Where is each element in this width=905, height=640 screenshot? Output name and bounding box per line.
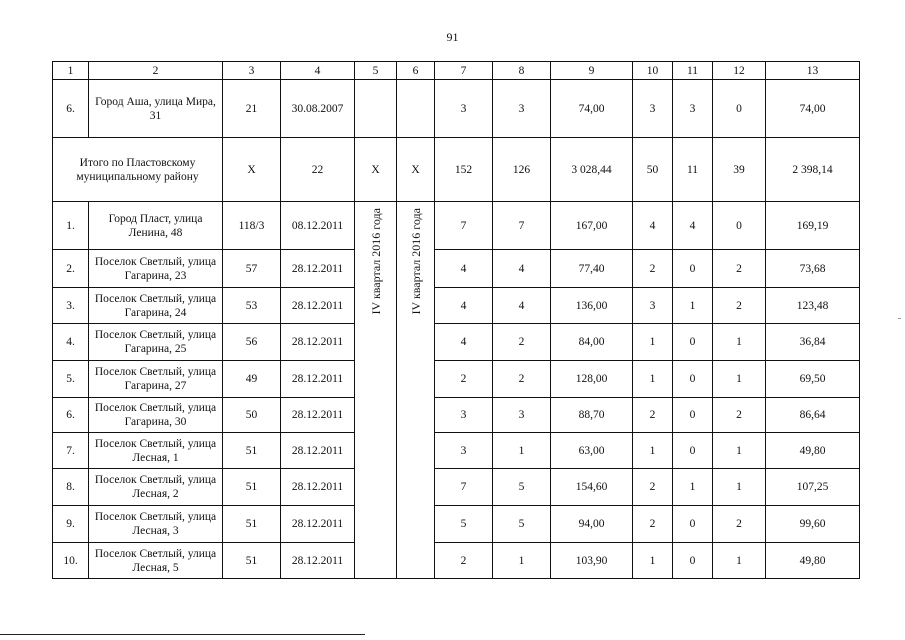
cell-col9: 88,70 (551, 398, 633, 433)
row-number: 2. (53, 250, 89, 288)
cell-col3: 51 (223, 469, 281, 506)
table-row (53, 433, 860, 469)
header-cell: 5 (355, 62, 397, 80)
row-address: Поселок Светлый, улица Гагарина, 25 (89, 324, 223, 361)
cell-col9: 63,00 (551, 433, 633, 469)
cell-col8: 2 (493, 361, 551, 398)
cell-col11: 0 (673, 506, 713, 543)
cell-col10: 50 (633, 138, 673, 202)
cell-col10: 1 (633, 361, 673, 398)
cell-col8: 3 (493, 80, 551, 138)
cell-col8: 5 (493, 469, 551, 506)
cell-col12: 1 (713, 469, 766, 506)
cell-col11: 0 (673, 324, 713, 361)
cell-col9: 128,00 (551, 361, 633, 398)
cell-col13: 99,60 (766, 506, 860, 543)
cell-col3: 50 (223, 398, 281, 433)
cell-col7: 3 (435, 433, 493, 469)
quarter-text-col6: IV квартал 2016 года (408, 208, 423, 315)
header-cell: 4 (281, 62, 355, 80)
cell-col7: 2 (435, 361, 493, 398)
cell-col10: 2 (633, 469, 673, 506)
table-row (53, 506, 860, 543)
cell-col12: 0 (713, 80, 766, 138)
table-row (53, 324, 860, 361)
row-number: 6. (53, 398, 89, 433)
cell-col3: 57 (223, 250, 281, 288)
cell-col3: 118/3 (223, 202, 281, 250)
row-address: Поселок Светлый, улица Гагарина, 30 (89, 398, 223, 433)
cell-col13: 73,68 (766, 250, 860, 288)
header-cell: 8 (493, 62, 551, 80)
cell-col4: 28.12.2011 (281, 324, 355, 361)
cell-col3: 49 (223, 361, 281, 398)
header-cell: 10 (633, 62, 673, 80)
row-address: Город Пласт, улица Ленина, 48 (89, 202, 223, 250)
cell-col9: 3 028,44 (551, 138, 633, 202)
cell-col11: 4 (673, 202, 713, 250)
cell-col8: 3 (493, 398, 551, 433)
row-address: Город Аша, улица Мира, 31 (89, 80, 223, 138)
cell-col9: 94,00 (551, 506, 633, 543)
cell-col11: 0 (673, 361, 713, 398)
cell-col4: 28.12.2011 (281, 506, 355, 543)
cell-col7: 152 (435, 138, 493, 202)
cell-col11: 0 (673, 250, 713, 288)
cell-col3: 53 (223, 288, 281, 324)
merged-col5 (355, 202, 397, 579)
row-number: 6. (53, 80, 89, 138)
row-number: 3. (53, 288, 89, 324)
row-number: 10. (53, 543, 89, 579)
cell-col11: 0 (673, 543, 713, 579)
row-address: Поселок Светлый, улица Лесная, 2 (89, 469, 223, 506)
table-row (53, 543, 860, 579)
cell-col9: 84,00 (551, 324, 633, 361)
footnote-rule (0, 634, 365, 635)
cell-col7: 7 (435, 202, 493, 250)
cell-col3: 56 (223, 324, 281, 361)
cell-col11: 3 (673, 80, 713, 138)
cell-col11: 1 (673, 288, 713, 324)
cell-col8: 2 (493, 324, 551, 361)
header-cell: 9 (551, 62, 633, 80)
cell-col9: 136,00 (551, 288, 633, 324)
quarter-text-col5: IV квартал 2016 года (368, 208, 383, 315)
header-cell: 3 (223, 62, 281, 80)
cell-col9: 74,00 (551, 80, 633, 138)
table-row (53, 288, 860, 324)
cell-col4: 28.12.2011 (281, 398, 355, 433)
cell-col10: 1 (633, 324, 673, 361)
cell-col8: 1 (493, 433, 551, 469)
cell-col13: 2 398,14 (766, 138, 860, 202)
cell-col10: 4 (633, 202, 673, 250)
cell-col8: 7 (493, 202, 551, 250)
table-row (53, 361, 860, 398)
cell-col6 (397, 80, 435, 138)
cell-col8: 126 (493, 138, 551, 202)
cell-col11: 0 (673, 398, 713, 433)
cell-col12: 2 (713, 398, 766, 433)
row-address: Поселок Светлый, улица Лесная, 5 (89, 543, 223, 579)
header-cell: 11 (673, 62, 713, 80)
scan-mark (898, 318, 901, 319)
cell-col4: 28.12.2011 (281, 250, 355, 288)
cell-col10: 1 (633, 543, 673, 579)
cell-col9: 77,40 (551, 250, 633, 288)
cell-col12: 0 (713, 202, 766, 250)
header-cell: 7 (435, 62, 493, 80)
cell-col13: 169,19 (766, 202, 860, 250)
row-number: 4. (53, 324, 89, 361)
cell-col4: 28.12.2011 (281, 288, 355, 324)
cell-col6: X (397, 138, 435, 202)
cell-col4: 30.08.2007 (281, 80, 355, 138)
cell-col8: 4 (493, 250, 551, 288)
cell-col8: 5 (493, 506, 551, 543)
header-number-row (53, 62, 860, 80)
cell-col7: 3 (435, 80, 493, 138)
cell-col10: 3 (633, 80, 673, 138)
housing-table (52, 61, 860, 579)
cell-col4: 28.12.2011 (281, 543, 355, 579)
cell-col12: 1 (713, 324, 766, 361)
cell-col13: 74,00 (766, 80, 860, 138)
cell-col13: 107,25 (766, 469, 860, 506)
page-number: 91 (446, 30, 459, 44)
cell-col13: 123,48 (766, 288, 860, 324)
table-row (53, 398, 860, 433)
cell-col12: 2 (713, 506, 766, 543)
cell-col7: 3 (435, 398, 493, 433)
row-number: 8. (53, 469, 89, 506)
row-address: Поселок Светлый, улица Гагарина, 24 (89, 288, 223, 324)
row-number: 5. (53, 361, 89, 398)
table-row (53, 80, 860, 138)
cell-col12: 1 (713, 361, 766, 398)
cell-col7: 2 (435, 543, 493, 579)
cell-col13: 49,80 (766, 543, 860, 579)
cell-col9: 154,60 (551, 469, 633, 506)
header-cell: 1 (53, 62, 89, 80)
cell-col13: 86,64 (766, 398, 860, 433)
cell-col11: 0 (673, 433, 713, 469)
cell-col7: 7 (435, 469, 493, 506)
cell-col13: 49,80 (766, 433, 860, 469)
cell-col3: X (223, 138, 281, 202)
cell-col3: 51 (223, 506, 281, 543)
cell-col8: 4 (493, 288, 551, 324)
header-cell: 6 (397, 62, 435, 80)
row-address: Поселок Светлый, улица Лесная, 1 (89, 433, 223, 469)
cell-col12: 39 (713, 138, 766, 202)
cell-col5: X (355, 138, 397, 202)
cell-col10: 1 (633, 433, 673, 469)
cell-col9: 167,00 (551, 202, 633, 250)
table-row (53, 250, 860, 288)
cell-col11: 11 (673, 138, 713, 202)
cell-col4: 28.12.2011 (281, 361, 355, 398)
cell-col4: 28.12.2011 (281, 469, 355, 506)
cell-col10: 2 (633, 398, 673, 433)
table-row (53, 469, 860, 506)
total-row (53, 138, 860, 202)
cell-col10: 2 (633, 250, 673, 288)
cell-col9: 103,90 (551, 543, 633, 579)
cell-col13: 36,84 (766, 324, 860, 361)
merged-col6 (397, 202, 435, 579)
cell-col7: 4 (435, 250, 493, 288)
cell-col12: 1 (713, 433, 766, 469)
row-address: Поселок Светлый, улица Лесная, 3 (89, 506, 223, 543)
cell-col3: 51 (223, 433, 281, 469)
header-cell: 13 (766, 62, 860, 80)
cell-col7: 4 (435, 288, 493, 324)
row-number: 1. (53, 202, 89, 250)
cell-col4: 22 (281, 138, 355, 202)
cell-col10: 2 (633, 506, 673, 543)
cell-col11: 1 (673, 469, 713, 506)
cell-col3: 21 (223, 80, 281, 138)
cell-col5 (355, 80, 397, 138)
cell-col7: 5 (435, 506, 493, 543)
row-address: Поселок Светлый, улица Гагарина, 23 (89, 250, 223, 288)
cell-col12: 2 (713, 288, 766, 324)
total-label: Итого по Пластовскому муниципальному району (53, 138, 223, 202)
cell-col8: 1 (493, 543, 551, 579)
header-cell: 2 (89, 62, 223, 80)
row-number: 7. (53, 433, 89, 469)
cell-col12: 2 (713, 250, 766, 288)
row-number: 9. (53, 506, 89, 543)
cell-col3: 51 (223, 543, 281, 579)
cell-col4: 08.12.2011 (281, 202, 355, 250)
header-cell: 12 (713, 62, 766, 80)
cell-col13: 69,50 (766, 361, 860, 398)
cell-col10: 3 (633, 288, 673, 324)
cell-col12: 1 (713, 543, 766, 579)
row-address: Поселок Светлый, улица Гагарина, 27 (89, 361, 223, 398)
table-row (53, 202, 860, 250)
cell-col4: 28.12.2011 (281, 433, 355, 469)
cell-col7: 4 (435, 324, 493, 361)
